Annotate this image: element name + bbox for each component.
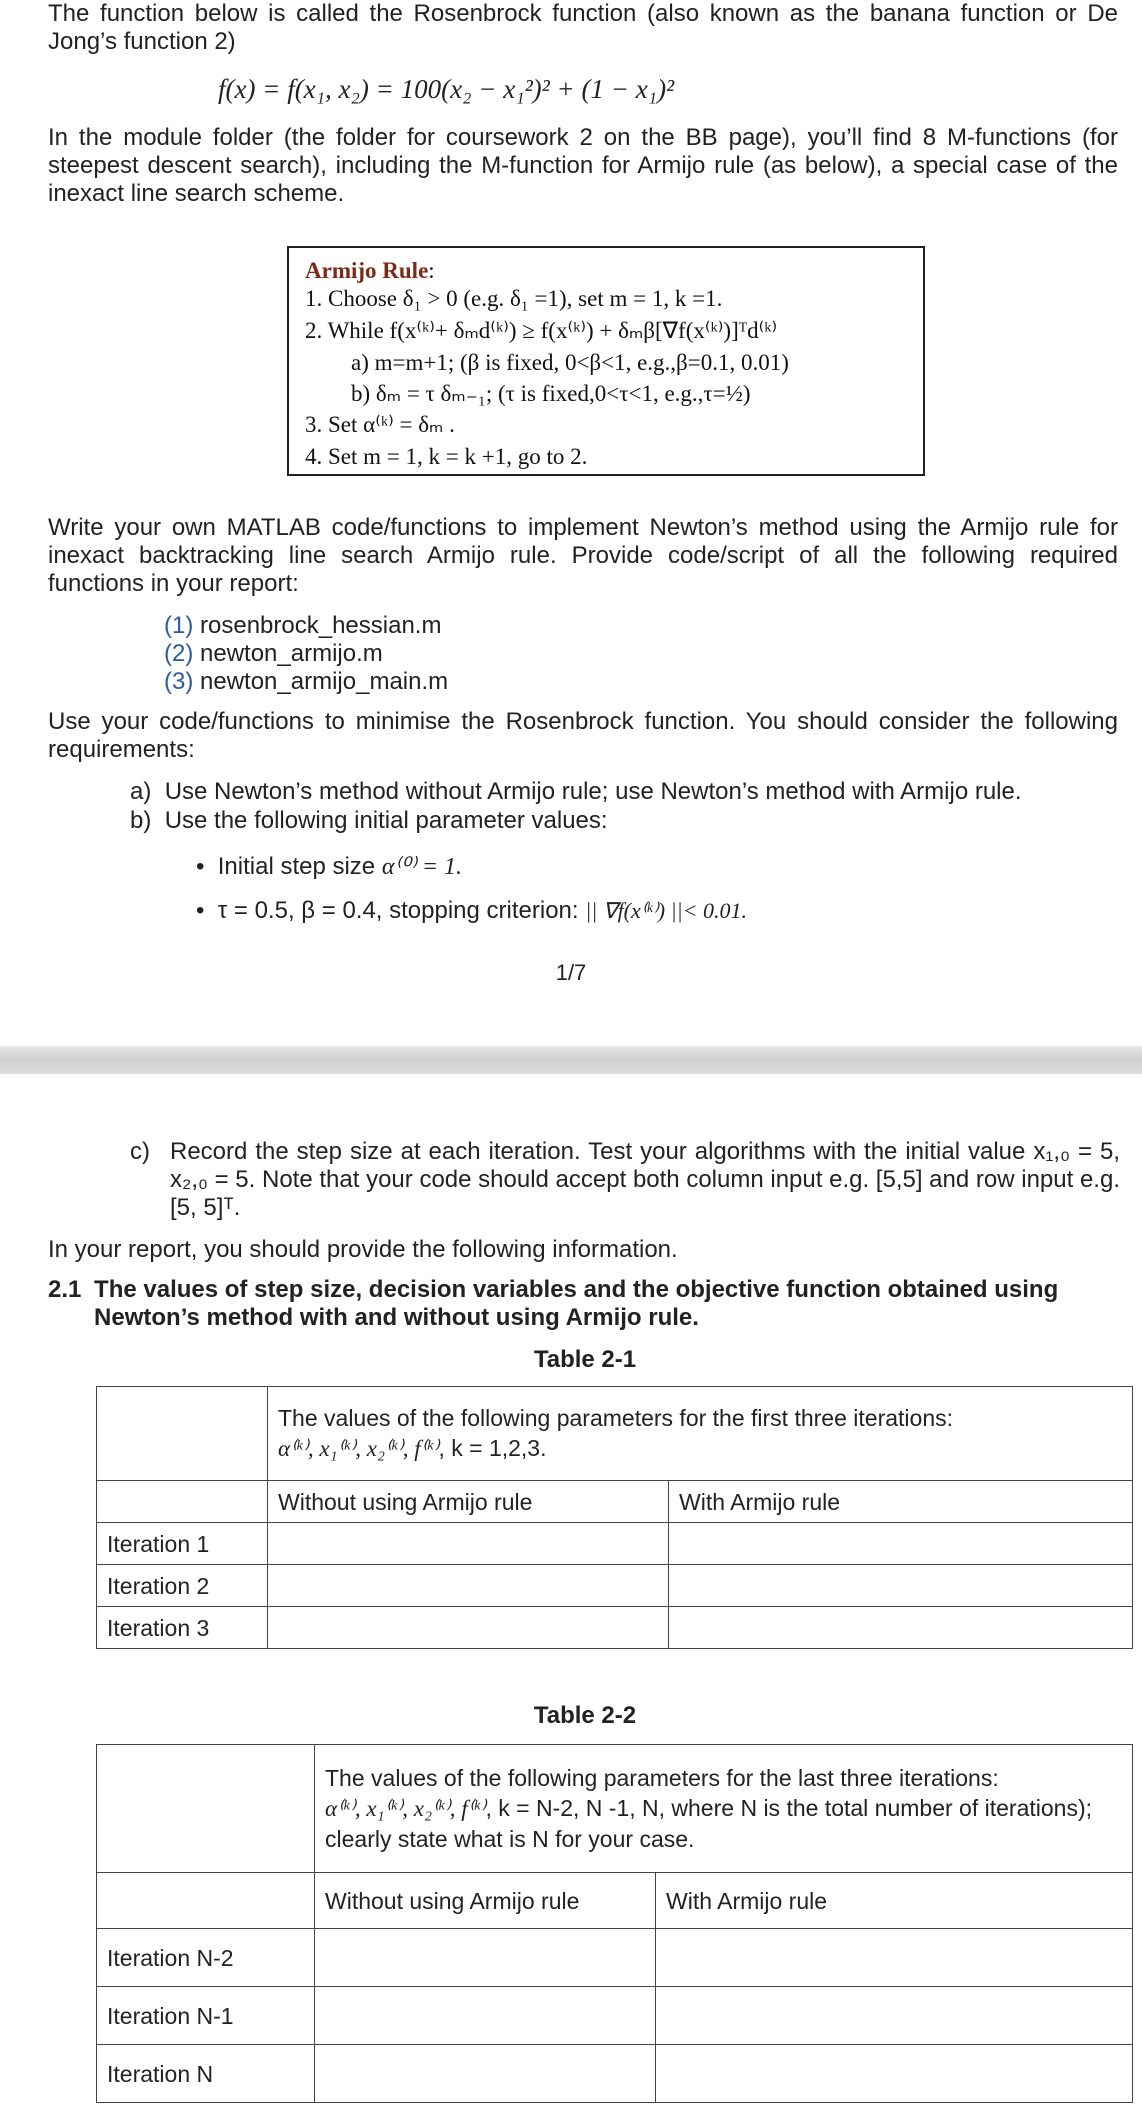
requirement-c: c) Record the step size at each iteration. Test your algorithms with the initial value x₁,₀ = 5, x₂,₀ = 5. Note that your code should accept both column input e.g. [5,5] and row input e.g. [5, 5]ᵀ. bbox=[130, 1138, 1120, 1221]
armijo-rule-box bbox=[287, 246, 925, 476]
column-header: Without using Armijo rule bbox=[268, 1481, 669, 1523]
table-2-2 bbox=[96, 1744, 1133, 2103]
requirement-b: b) Use the following initial parameter values: bbox=[130, 807, 608, 834]
table-2-2-caption: Table 2-2 bbox=[533, 1702, 637, 1729]
use-text: Use your code/functions to minimise the Rosenbrock function. You should consider the following requirements: bbox=[48, 708, 1118, 763]
table-row bbox=[97, 1607, 1133, 1649]
armijo-heading: Armijo Rule: bbox=[305, 258, 435, 283]
table-2-1-caption: Table 2-1 bbox=[533, 1346, 637, 1373]
table-cell bbox=[97, 1745, 315, 1873]
section-2-1-heading: 2.1 The values of step size, decision variables and the objective function obtained using Newton’s method with and without using Armijo rule. bbox=[48, 1276, 1059, 1331]
list-item: (1) rosenbrock_hessian.m bbox=[164, 612, 442, 639]
page-number: 1/7 bbox=[555, 960, 587, 985]
requirement-a: a) Use Newton’s method without Armijo rule; use Newton’s method with Armijo rule. bbox=[130, 778, 1022, 805]
table-row bbox=[97, 1987, 1133, 2045]
table-header-cell: The values of the following parameters for the first three iterations: α⁽ᵏ⁾, x₁⁽ᵏ⁾, x₂⁽ᵏ⁾, f⁽ᵏ⁾, k = 1,2,3. bbox=[268, 1387, 1133, 1481]
report-text: In your report, you should provide the following information. bbox=[48, 1236, 678, 1263]
row-label: Iteration N-2 bbox=[97, 1929, 315, 1987]
column-header: Without using Armijo rule bbox=[315, 1873, 656, 1929]
table-cell bbox=[97, 1481, 268, 1523]
armijo-step-3: 3. Set α⁽ᵏ⁾ = δₘ . bbox=[305, 412, 455, 437]
page-separator bbox=[0, 1046, 1142, 1074]
bullet-parameters: • τ = 0.5, β = 0.4, stopping criterion: || ∇f(x⁽ᵏ⁾) ||< 0.01. bbox=[196, 897, 748, 924]
row-label: Iteration 3 bbox=[97, 1607, 268, 1649]
function-list bbox=[164, 612, 448, 696]
module-text: In the module folder (the folder for coursework 2 on the BB page), you’ll find 8 M-functions (for steepest descent search), including the M-function for Armijo rule (as below), a special case of the inexact line search scheme. bbox=[48, 124, 1118, 207]
bullet-initial-step: • Initial step size α⁽⁰⁾ = 1. bbox=[196, 853, 463, 880]
list-item: (2) newton_armijo.m bbox=[164, 640, 383, 667]
row-label: Iteration 1 bbox=[97, 1523, 268, 1565]
table-cell bbox=[97, 1873, 315, 1929]
table-row bbox=[97, 1523, 1133, 1565]
row-label: Iteration N bbox=[97, 2045, 315, 2103]
task-text: Write your own MATLAB code/functions to implement Newton’s method using the Armijo rule for inexact backtracking line search Armijo rule. Provide code/script of all the following required functions in your report: bbox=[48, 514, 1118, 597]
column-header: With Armijo rule bbox=[656, 1873, 1133, 1929]
row-label: Iteration 2 bbox=[97, 1565, 268, 1607]
armijo-step-1: 1. Choose δ₁ > 0 (e.g. δ₁ =1), set m = 1, k =1. bbox=[305, 286, 723, 311]
row-label: Iteration N-1 bbox=[97, 1987, 315, 2045]
table-row bbox=[97, 2045, 1133, 2103]
table-header-cell: The values of the following parameters for the last three iterations: α⁽ᵏ⁾, x₁⁽ᵏ⁾, x₂⁽ᵏ⁾, f⁽ᵏ⁾, k = N-2, N -1, N, where N is the total number of iterations); clearly state what is N for your case. bbox=[315, 1745, 1133, 1873]
armijo-step-2a: a) m=m+1; (β is fixed, 0<β<1, e.g.,β=0.1, 0.01) bbox=[351, 350, 789, 375]
table-row bbox=[97, 1929, 1133, 1987]
table-row bbox=[97, 1565, 1133, 1607]
rosenbrock-equation: f(x) = f(x₁, x₂) = 100(x₂ − x₁²)² + (1 − x₁)² bbox=[218, 74, 675, 104]
list-item: (3) newton_armijo_main.m bbox=[164, 668, 449, 695]
armijo-step-2b: b) δₘ = τ δₘ₋₁; (τ is fixed,0<τ<1, e.g.,τ=½) bbox=[351, 381, 751, 406]
intro-text: The function below is called the Rosenbrock function (also known as the banana function or De Jong’s function 2) bbox=[48, 0, 1118, 55]
armijo-step-4: 4. Set m = 1, k = k +1, go to 2. bbox=[305, 444, 588, 469]
armijo-step-2: 2. While f(x⁽ᵏ⁾+ δₘd⁽ᵏ⁾) ≥ f(x⁽ᵏ⁾) + δₘβ[∇f(x⁽ᵏ⁾)]ᵀd⁽ᵏ⁾ bbox=[305, 318, 778, 343]
table-2-1 bbox=[96, 1386, 1133, 1649]
table-cell bbox=[97, 1387, 268, 1481]
column-header: With Armijo rule bbox=[669, 1481, 1133, 1523]
